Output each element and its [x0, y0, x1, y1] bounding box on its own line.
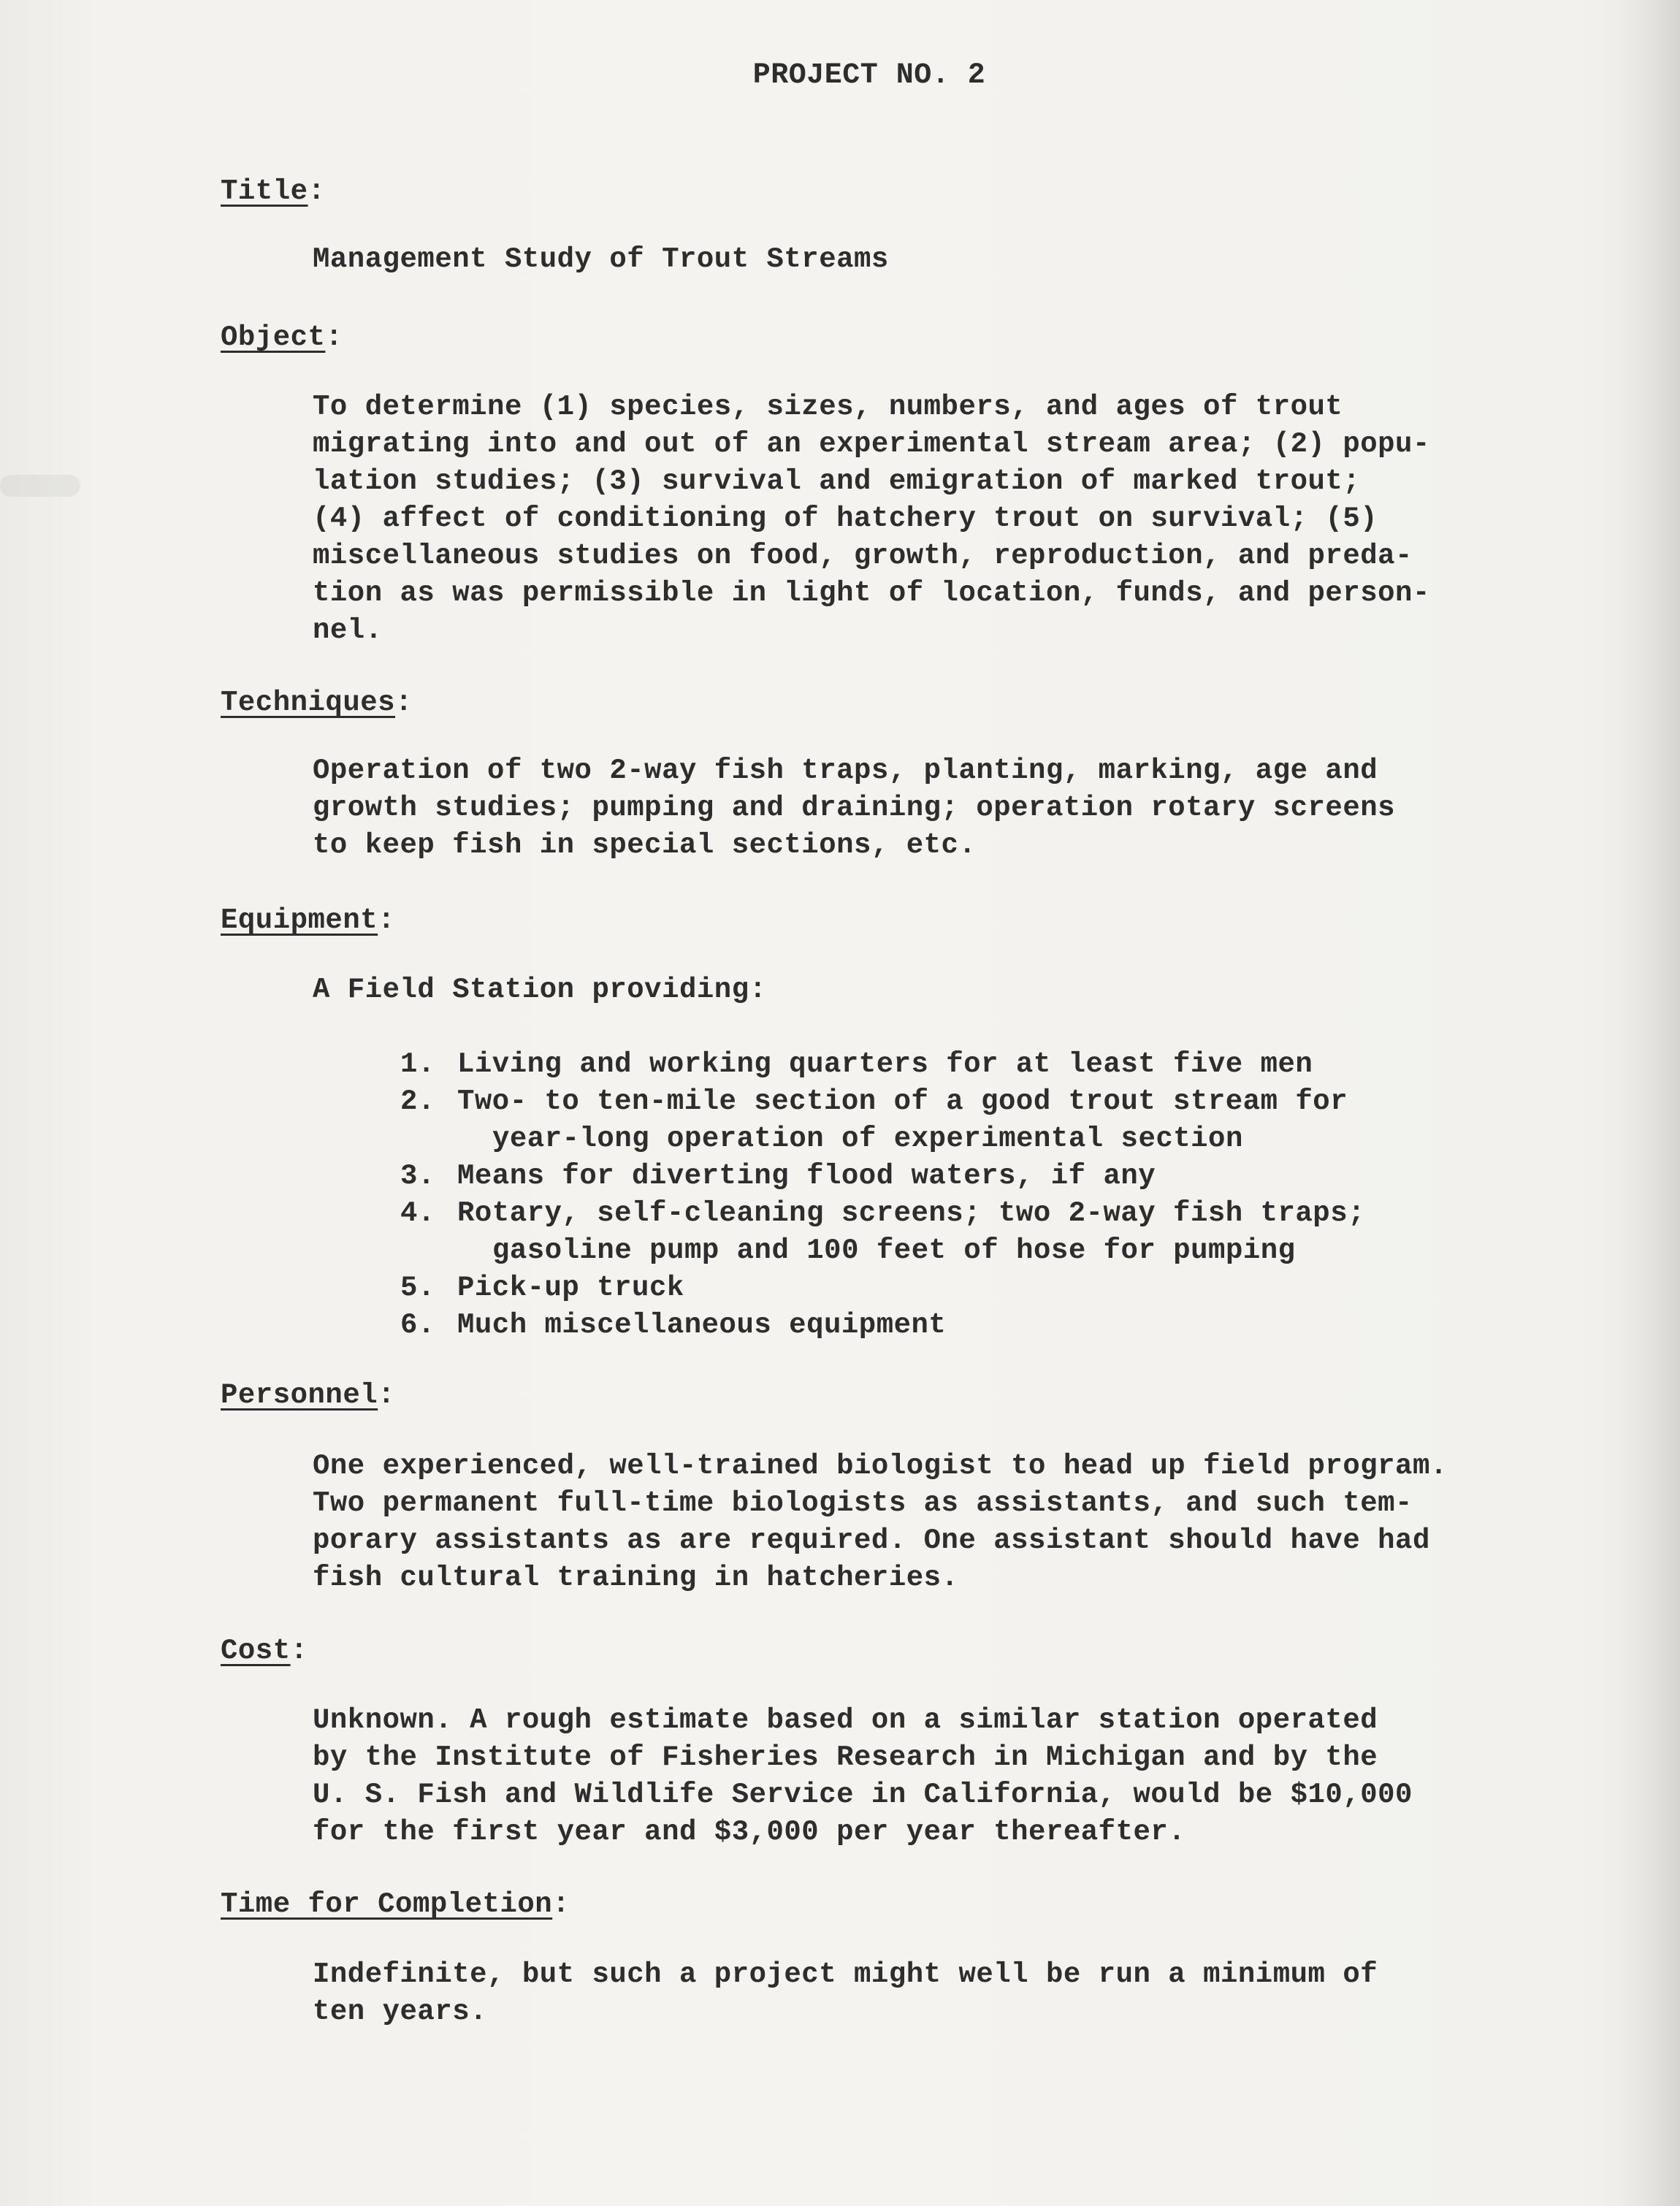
paper-smudge: [0, 475, 80, 497]
text-line: Management Study of Trout Streams: [313, 243, 889, 275]
section-heading-time-for-completion: Time for Completion:: [221, 1888, 570, 1920]
text-line: porary assistants as are required. One assistant should have had: [313, 1524, 1430, 1557]
text-line: miscellaneous studies on food, growth, reproduction, and preda-: [313, 540, 1413, 572]
text-line: U. S. Fish and Wildlife Service in California, would be $10,000: [313, 1779, 1413, 1811]
text-line: To determine (1) species, sizes, numbers, and ages of trout: [313, 391, 1343, 423]
text-line: Indefinite, but such a project might well be run a minimum of: [313, 1958, 1378, 1991]
text-line: to keep fish in special sections, etc.: [313, 829, 977, 861]
personnel-paragraph: [313, 1448, 1518, 1597]
list-item: [400, 1158, 1365, 1195]
text-line: growth studies; pumping and draining; operation rotary screens: [313, 792, 1396, 824]
text-line: lation studies; (3) survival and emigration of marked trout;: [313, 465, 1361, 497]
text-line: Operation of two 2-way fish traps, planting, marking, age and: [313, 755, 1378, 787]
heading-text: Title: [221, 175, 308, 207]
text-line: tion as was permissible in light of location, funds, and person-: [313, 577, 1430, 609]
text-line: Unknown. A rough estimate based on a similar station operated: [313, 1704, 1378, 1736]
cost-paragraph: [313, 1702, 1518, 1851]
list-item: [400, 1270, 1365, 1307]
list-item: [400, 1046, 1365, 1083]
text-line: A Field Station providing:: [313, 974, 767, 1006]
heading-text: Time for Completion: [221, 1888, 553, 1920]
list-item-continuation: gasoline pump and 100 feet of hose for pumping: [492, 1234, 1296, 1267]
list-item: [400, 1083, 1365, 1158]
section-heading-equipment: Equipment:: [221, 904, 396, 936]
list-item-text: Rotary, self-cleaning screens; two 2-way fish traps;: [457, 1197, 1365, 1229]
heading-text: Object: [221, 321, 326, 354]
list-item-number: 4.: [400, 1197, 435, 1229]
section-heading-techniques: Techniques:: [221, 687, 413, 719]
list-item-text: Living and working quarters for at least five men: [457, 1048, 1313, 1080]
list-item: [400, 1307, 1365, 1344]
list-item-number: 2.: [400, 1085, 435, 1118]
list-item-text: Much miscellaneous equipment: [457, 1309, 947, 1341]
list-item-number: 6.: [400, 1309, 435, 1341]
techniques-paragraph: [313, 752, 1518, 864]
title-text: [313, 241, 1518, 278]
section-heading-personnel: Personnel:: [221, 1379, 396, 1411]
heading-text: Equipment: [221, 904, 378, 936]
list-item-number: 5.: [400, 1272, 435, 1304]
list-item-text: Pick-up truck: [457, 1272, 684, 1304]
equipment-intro: [313, 972, 1518, 1009]
heading-text: Cost: [221, 1635, 291, 1667]
document-header: PROJECT NO. 2: [752, 59, 986, 92]
text-line: fish cultural training in hatcheries.: [313, 1562, 959, 1594]
list-item: [400, 1195, 1365, 1270]
text-line: One experienced, well-trained biologist to head up field program.: [313, 1450, 1448, 1482]
list-item-text: Means for diverting flood waters, if any: [457, 1160, 1156, 1192]
text-line: migrating into and out of an experimental stream area; (2) popu-: [313, 428, 1430, 460]
section-heading-object: Object:: [221, 321, 343, 354]
list-item-text: Two- to ten-mile section of a good trout stream for: [457, 1085, 1348, 1118]
text-line: for the first year and $3,000 per year thereafter.: [313, 1816, 1186, 1848]
text-line: (4) affect of conditioning of hatchery trout on survival; (5): [313, 503, 1378, 535]
list-item-number: 1.: [400, 1048, 435, 1080]
heading-text: Techniques: [221, 687, 396, 719]
equipment-list: [400, 1046, 1365, 1344]
section-heading-cost: Cost:: [221, 1635, 308, 1667]
list-item-continuation: year-long operation of experimental section: [492, 1123, 1243, 1155]
section-heading-title: Title:: [221, 175, 326, 207]
text-line: nel.: [313, 614, 383, 646]
time-for-completion-paragraph: [313, 1956, 1518, 2031]
text-line: by the Institute of Fisheries Research in Michigan and by the: [313, 1741, 1378, 1774]
text-line: Two permanent full-time biologists as assistants, and such tem-: [313, 1487, 1413, 1519]
list-item-number: 3.: [400, 1160, 435, 1192]
text-line: ten years.: [313, 1996, 488, 2028]
page-edge-shadow: [1618, 0, 1680, 2206]
object-paragraph: [313, 389, 1518, 649]
heading-text: Personnel: [221, 1379, 378, 1411]
